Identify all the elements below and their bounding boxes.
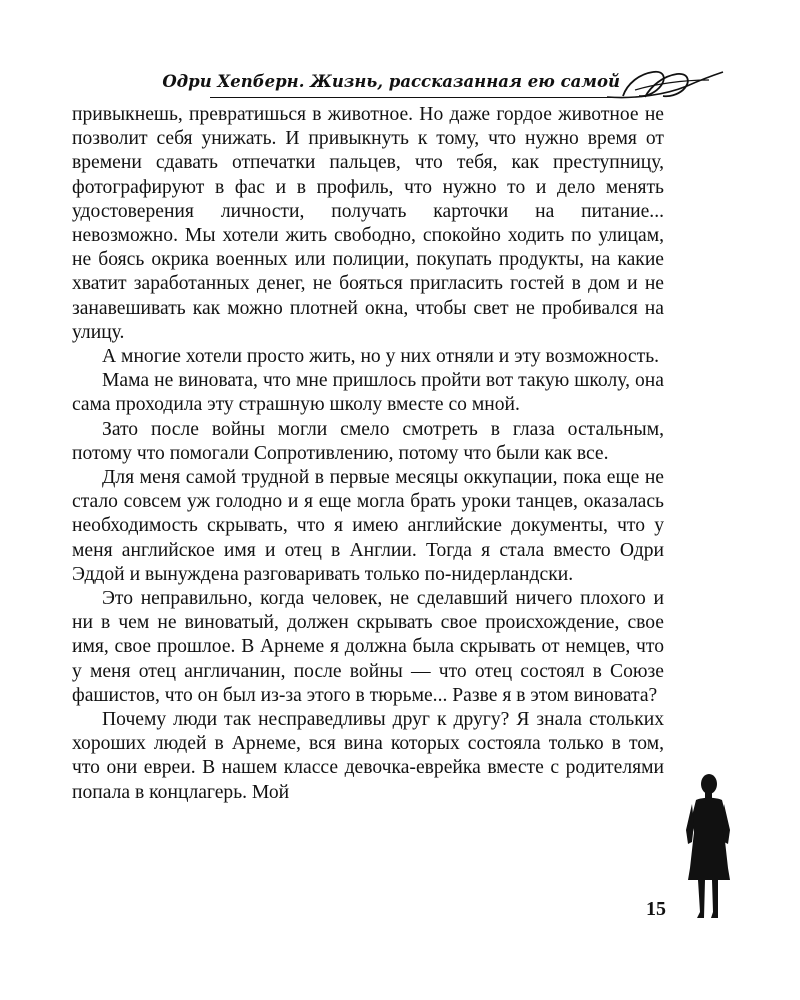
running-title: Одри Хепберн. Жизнь, рассказанная ею самой bbox=[162, 72, 620, 91]
paragraph: Для меня самой трудной в первые месяцы оккупации, пока еще не стало совсем уж голодно и я еще могла брать уроки танцев, оказалась необходимость скрывать, что я имею английские документы, что у меня английское имя и отец в Англии. Тогда я стала вместо Одри Эддой и вынуждена разговаривать только по-нидерландски. bbox=[72, 467, 664, 585]
calligraphic-flourish-icon bbox=[605, 66, 725, 102]
paragraph: А многие хотели просто жить, но у них отняли и эту возможность. bbox=[102, 346, 660, 368]
paragraph: Мама не виновата, что мне пришлось пройти вот такую школу, она сама проходила эту страшную школу вместе со мной. bbox=[72, 370, 664, 416]
paragraph: привыкнешь, превратишься в животное. Но даже гордое животное не позволит себя унижать. И привыкнуть к тому, что нужно время от времени сдавать отпечатки пальцев, что тебя, как преступницу, фотографируют в фас и в профиль, что нужно то и дело менять удостоверения личности, получать карточки на питание... невозможно. Мы хотели жить свободно, спокойно ходить по улицам, не боясь окрика военных или полиции, покупать продукты, на какие хватит заработанных денег, не бояться пригласить гостей в дом и не занавешивать как можно плотней окна, чтобы свет не пробивался на улицу. bbox=[72, 104, 664, 343]
woman-silhouette-icon bbox=[676, 772, 740, 920]
paragraph: Это неправильно, когда человек, не сделавший ничего плохого и ни в чем не виноватый, должен скрывать свое происхождение, свое имя, свое прошлое. В Арнеме я должна была скрывать от немцев, что у меня отец англичанин, после войны — что отец состоял в Союзе фашистов, что он был из-за этого в тюрьме... Разве я в этом виновата? bbox=[72, 588, 664, 706]
body-text bbox=[72, 103, 664, 805]
header-rule bbox=[210, 97, 620, 98]
paragraph: Почему люди так несправедливы друг к другу? Я знала стольких хороших людей в Арнеме, вся вина которых состояла только в том, что они евреи. В нашем классе девочка-еврейка вместе с родителями попала в концлагерь. Мой bbox=[72, 709, 664, 803]
page-number: 15 bbox=[646, 898, 666, 920]
paragraph: Зато после войны могли смело смотреть в глаза остальным, потому что помогали Сопротивлению, потому что были как все. bbox=[72, 418, 664, 464]
